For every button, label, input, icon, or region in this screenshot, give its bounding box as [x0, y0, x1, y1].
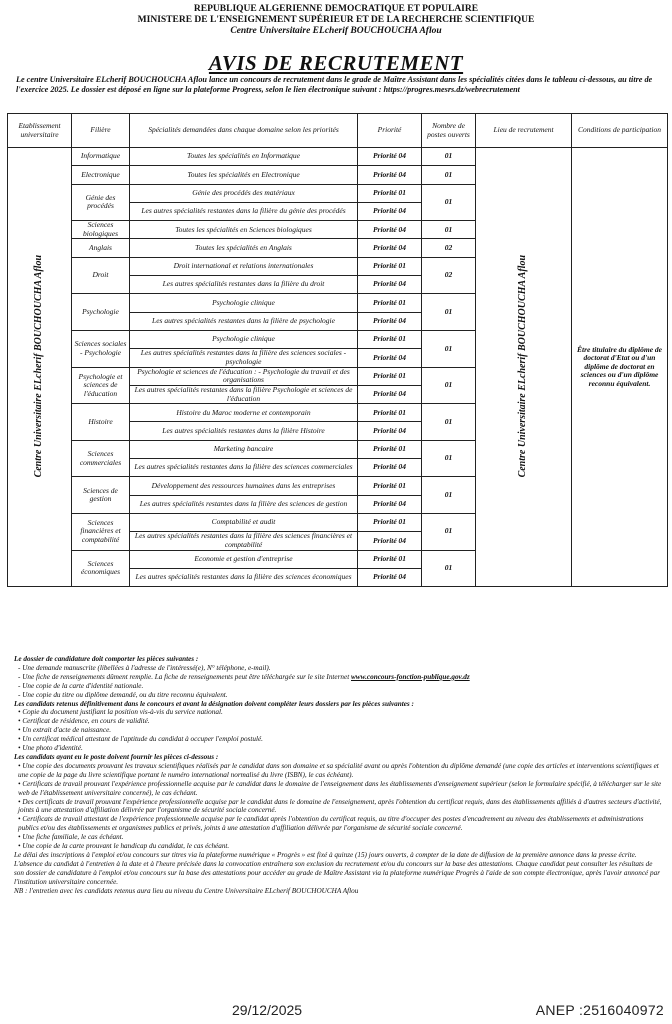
speciality-cell: Les autres spécialités restantes dans la filière des sciences commerciales	[130, 459, 358, 477]
priority-cell: Priorité 04	[358, 312, 422, 330]
priority-cell: Priorité 04	[358, 202, 422, 220]
notes-item	[14, 682, 664, 691]
filiere-cell: Sciences économiques	[72, 550, 130, 587]
notes-item	[14, 798, 664, 816]
table-header-row	[8, 114, 668, 148]
priority-cell: Priorité 04	[358, 532, 422, 550]
priority-cell: Priorité 01	[358, 367, 422, 385]
filiere-cell: Anglais	[72, 239, 130, 257]
col-header-cond: Conditions de participation	[572, 114, 668, 148]
notes-item	[14, 815, 664, 833]
establishment-name: Centre Universitaire ELcherif BOUCHOUCHA Aflou	[33, 254, 45, 478]
priority-cell: Priorité 01	[358, 550, 422, 568]
notes-text: - Une copie de la carte d'identité nationale.	[18, 681, 144, 690]
notes-text: • Une fiche familiale, le cas échéant.	[18, 833, 124, 842]
priority-cell: Priorité 01	[358, 513, 422, 531]
notes-text: Les candidats retenus définitivement dans le concours et avant la désignation doivent compléter leurs dossiers par les pièces suivantes :	[14, 699, 414, 708]
filiere-cell: Electronique	[72, 166, 130, 184]
notes-item	[14, 762, 664, 780]
notes-item	[14, 833, 664, 842]
speciality-cell: Comptabilité et audit	[130, 513, 358, 531]
posts-count-cell: 01	[422, 367, 476, 404]
speciality-cell: Droit international et relations internationales	[130, 257, 358, 275]
priority-cell: Priorité 04	[358, 385, 422, 403]
notes-text: • Certificat de résidence, en cours de validité.	[18, 717, 150, 726]
filiere-cell: Psychologie et sciences de l'éducation	[72, 367, 130, 404]
speciality-cell: Les autres spécialités restantes dans la filière des sciences de gestion	[130, 495, 358, 513]
notes-item	[14, 842, 664, 851]
notes-item	[14, 673, 664, 682]
priority-cell: Priorité 04	[358, 568, 422, 586]
notes-item	[14, 708, 664, 717]
speciality-cell: Toutes les spécialités en Anglais	[130, 239, 358, 257]
col-header-lieu: Lieu de recrutement	[476, 114, 572, 148]
filiere-cell: Sciences commerciales	[72, 440, 130, 477]
speciality-cell: Economie et gestion d'entreprise	[130, 550, 358, 568]
filiere-cell: Sciences de gestion	[72, 477, 130, 514]
priority-cell: Priorité 04	[358, 148, 422, 166]
posts-count-cell: 01	[422, 166, 476, 184]
posts-count-cell: 01	[422, 513, 476, 550]
speciality-cell: Toutes les spécialités en Electronique	[130, 166, 358, 184]
priority-cell: Priorité 04	[358, 239, 422, 257]
priority-cell: Priorité 01	[358, 477, 422, 495]
posts-count-cell: 01	[422, 148, 476, 166]
notes-text: • Une copie de la carte prouvant le handicap du candidat, le cas échéant.	[18, 842, 230, 851]
notes-text: • Un certificat médical attestant de l'aptitude du candidat à occuper l'emploi postulé.	[18, 735, 263, 744]
priority-cell: Priorité 04	[358, 422, 422, 440]
priority-cell: Priorité 04	[358, 221, 422, 239]
speciality-cell: Génie des procédés des matériaux	[130, 184, 358, 202]
speciality-cell: Les autres spécialités restantes dans la filière du droit	[130, 276, 358, 294]
speciality-cell: Marketing bancaire	[130, 440, 358, 458]
col-header-num: Nombre de postes ouverts	[422, 114, 476, 148]
col-header-spec: Spécialités demandées dans chaque domaine selon les priorités	[130, 114, 358, 148]
filiere-cell: Informatique	[72, 148, 130, 166]
publication-date: 29/12/2025	[232, 1002, 303, 1018]
page-title: AVIS DE RECRUTEMENT	[208, 51, 464, 75]
notes-text: - Une fiche de renseignements dûment remplie. La fiche de renseignements peut être téléchargée sur le site Internet	[18, 672, 350, 681]
posts-count-cell: 01	[422, 550, 476, 587]
speciality-cell: Histoire du Maroc moderne et contemporain	[130, 404, 358, 422]
speciality-cell: Les autres spécialités restantes dans la filière Histoire	[130, 422, 358, 440]
recruitment-place-cell	[476, 148, 572, 587]
header-line-republic: REPUBLIQUE ALGERIENNE DEMOCRATIQUE ET POPULAIRE	[193, 4, 479, 14]
priority-cell: Priorité 04	[358, 166, 422, 184]
notes-text: • Copie du document justifiant la position vis-à-vis du service national.	[18, 708, 223, 717]
website-link[interactable]: www.concours-fonction-publique.gov.dz	[351, 672, 470, 681]
recruitment-table	[7, 113, 668, 587]
filiere-cell: Sciences sociales - Psychologie	[72, 330, 130, 367]
posts-count-cell: 02	[422, 239, 476, 257]
priority-cell: Priorité 01	[358, 184, 422, 202]
speciality-cell: Les autres spécialités restantes dans la filière des sciences économiques	[130, 568, 358, 586]
notes-item	[14, 726, 664, 735]
speciality-cell: Les autres spécialités restantes dans la filière des sciences sociales - psychologie	[130, 349, 358, 367]
notes-text: Les candidats ayant eu le poste doivent fournir les pièces ci-dessous :	[14, 752, 219, 761]
priority-cell: Priorité 04	[358, 349, 422, 367]
header-line-ministry: MINISTERE DE L'ENSEIGNEMENT SUPÉRIEUR ET DE LA RECHERCHE SCIENTIFIQUE	[137, 15, 535, 25]
posts-count-cell: 01	[422, 330, 476, 367]
notes-text: • Des certificats de travail prouvant l'expérience professionnelle acquise par le candidat dans le domaine de l'enseignement, après l'obtention du certificat requis, dans des établissements affiliés à d'autres secteurs d'activité, joints à une attestation d'affiliation délivrée par l'organisme de sécurité sociale concerné.	[18, 797, 662, 815]
speciality-cell: Toutes les spécialités en Informatique	[130, 148, 358, 166]
priority-cell: Priorité 01	[358, 440, 422, 458]
notes-text: Le dossier de candidature doit comporter les pièces suivantes :	[14, 655, 199, 663]
notes-item	[14, 735, 664, 744]
col-header-etab: Etablissement universitaire	[8, 114, 72, 148]
notes-text: Le délai des inscriptions à l'emploi et/ou concours sur titres via la plateforme numérique « Progrès » est fixé à quinze (15) jours ouverts, à compter de la date de diffusion de la première annonce dans la presse écrite.	[14, 850, 637, 859]
recruitment-place: Centre Universitaire ELcherif BOUCHOUCHA Aflou	[517, 254, 529, 478]
priority-cell: Priorité 01	[358, 257, 422, 275]
filiere-cell: Droit	[72, 257, 130, 294]
col-header-filiere: Filière	[72, 114, 130, 148]
filiere-cell: Sciences financières et comptabilité	[72, 513, 130, 550]
notes-item	[14, 887, 664, 896]
notes-item	[14, 664, 664, 673]
notes-item	[14, 744, 664, 753]
speciality-cell: Toutes les spécialités en Sciences biologiques	[130, 221, 358, 239]
notes-heading	[14, 655, 664, 664]
speciality-cell: Psychologie et sciences de l'éducation : - Psychologie du travail et des organisations	[130, 367, 358, 385]
priority-cell: Priorité 01	[358, 404, 422, 422]
notes-text: • Une copie des documents prouvant les travaux scientifiques réalisés par le candidat dans son domaine et sa spécialité avant ou après l'obtention du diplôme demandé (une copie des articles et interventions scientifiques et une copie de la page du livre scientifique portant le numéro international normalisé du livre (ISBN), le cas échéant).	[18, 761, 659, 779]
priority-cell: Priorité 04	[358, 459, 422, 477]
document-header	[0, 4, 672, 37]
col-header-prio: Priorité	[358, 114, 422, 148]
notes-text: - Une copie du titre ou diplôme demandé, ou du titre reconnu équivalent.	[18, 690, 228, 699]
notes-item	[14, 691, 664, 700]
speciality-cell: Les autres spécialités restantes dans la filière de psychologie	[130, 312, 358, 330]
speciality-cell: Les autres spécialités restantes dans la filière du génie des procédés	[130, 202, 358, 220]
notes-item	[14, 860, 664, 887]
notes-item	[14, 851, 664, 860]
speciality-cell: Psychologie clinique	[130, 294, 358, 312]
posts-count-cell: 01	[422, 294, 476, 331]
notes-text: NB : l'entretien avec les candidats retenus aura lieu au niveau du Centre Universitaire ELcherif BOUCHOUCHA Aflou	[14, 886, 359, 895]
posts-count-cell: 01	[422, 184, 476, 221]
requirements-notes	[14, 655, 664, 895]
table-body	[8, 148, 668, 587]
speciality-cell: Les autres spécialités restantes dans la filière des sciences financières et comptabilité	[130, 532, 358, 550]
notes-text: • Un extrait d'acte de naissance.	[18, 726, 112, 735]
notes-heading	[14, 753, 664, 762]
establishment-cell	[8, 148, 72, 587]
priority-cell: Priorité 01	[358, 294, 422, 312]
priority-cell: Priorité 01	[358, 330, 422, 348]
notes-text: L'absence du candidat à l'entretien à la date et à l'heure précisée dans la convocation entraînera son exclusion du recrutement et/ou du concours sur la base des attestations. Chaque candidat peut consulter les résultats de son dossier de candidature à l'emploi et/ou concours sur la base des attestations pour accéder au grade de Maître Assistant via la plateforme numérique Progrès à l'aide de son compte électronique, après l'avoir annoncé par l'institution universitaire concernée.	[14, 859, 661, 886]
filiere-cell: Génie des procédés	[72, 184, 130, 221]
notes-text: • Certificats de travail attestant de l'expérience professionnelle acquise par le candidat après l'obtention du certificat requis, au titre d'occuper des postes d'encadrement au niveau des établissements et administrations publics et/ou des établissements et organismes publics et privés, joints à une attestation d'affiliation délivrée par l'organisme de sécurité sociale concerné.	[18, 815, 644, 833]
posts-count-cell: 01	[422, 477, 476, 514]
filiere-cell: Psychologie	[72, 294, 130, 331]
notes-item	[14, 780, 664, 798]
posts-count-cell: 02	[422, 257, 476, 294]
anep-reference: ANEP :2516040972	[535, 1002, 664, 1018]
filiere-cell: Histoire	[72, 404, 130, 441]
intro-paragraph: Le centre Universitaire ELcherif BOUCHOUCHA Aflou lance un concours de recrutement dans le grade de Maître Assistant dans les spécialités citées dans le tableau ci-dessous, au titre de l'exercice 2025. Le dossier est déposé en ligne sur la plateforme Progress, selon le lien électronique suivant : https://progres.mesrs.dz/webrecrutement	[16, 75, 653, 95]
speciality-cell: Les autres spécialités restantes dans la filière Psychologie et sciences de l'éducation	[130, 385, 358, 403]
notes-text: • Une photo d'identité.	[18, 744, 83, 753]
filiere-cell: Sciences biologiques	[72, 221, 130, 239]
header-line-institution: Centre Universitaire ELcherif BOUCHOUCHA Aflou	[230, 26, 442, 36]
notes-text: • Certificats de travail prouvant l'expérience professionnelle acquise par le candidat dans le domaine de l'enseignement dans les établissements d'enseignement supérieur (selon le formulaire spécifié, à télécharger sur le site web de l'établissement universitaire concerné), le cas échéant.	[18, 779, 662, 797]
speciality-cell: Développement des ressources humaines dans les entreprises	[130, 477, 358, 495]
participation-conditions: Être titulaire du diplôme de doctorat d'Etat ou d'un diplôme de doctorat en sciences ou d'un diplôme reconnu équivalent.	[572, 148, 668, 587]
priority-cell: Priorité 04	[358, 276, 422, 294]
notes-item	[14, 717, 664, 726]
table-row	[8, 148, 668, 166]
posts-count-cell: 01	[422, 440, 476, 477]
posts-count-cell: 01	[422, 404, 476, 441]
speciality-cell: Psychologie clinique	[130, 330, 358, 348]
notes-text: - Une demande manuscrite (libellées à l'adresse de l'intéressé(e), N° téléphone, e-mail).	[18, 663, 271, 672]
notes-heading	[14, 700, 664, 709]
posts-count-cell: 01	[422, 221, 476, 239]
priority-cell: Priorité 04	[358, 495, 422, 513]
footer	[0, 1000, 672, 1022]
